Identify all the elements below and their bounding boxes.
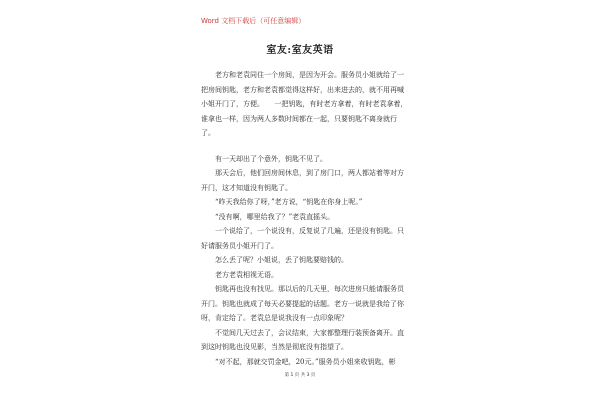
page-number-footer: 第 1 页 共 3 页 <box>284 373 316 378</box>
paragraph-7: 怎么丢了呢？小姐说，丢了钥匙要赔钱的。 <box>215 256 348 264</box>
paragraph-9: 钥匙再也没有找见。那以后的几天里，每次进房只能请服务员开门。钥匙也就成了每天必要提起的话题。老方一说就是我给了你呀，肯定给了。老袁总是说我没有一点印象呢？ <box>201 285 404 322</box>
paragraph-11: “对不起，那就交罚金吧，20元。”服务员小姐来收钥匙，彬 <box>215 357 396 366</box>
paragraph-10: 不觉间几天过去了，会议结束，大家都整理行装预备离开。直到这时钥匙也没见影，当然是彻底没有指望了。 <box>201 328 404 351</box>
paragraph-8: 老方老袁相视无语。 <box>215 270 278 279</box>
page-title: 室友:室友英语 <box>266 45 334 56</box>
document-body <box>201 68 409 369</box>
paragraph-4: “昨天我给你了呀，”老方说，“钥匙在你身上呢。” <box>215 198 363 206</box>
paragraph-6: 一个说给了，一个说没有，反复说了几遍，还是没有钥匙。只好请服务员小姐开门了。 <box>201 227 404 250</box>
paragraph-2: 有一天却出了个意外，钥匙不见了。 <box>215 154 327 163</box>
paragraph-3: 那天会后，他们回房间休息，到了房门口，两人都站着等对方开门，这才知道没有钥匙了。 <box>201 169 404 192</box>
paragraph-5: “没有啊，哪里给我了？”老袁直摇头。 <box>215 212 335 221</box>
paragraph-1: 老方和老袁同住一个房间，是因为开会。服务员小姐就给了一把房间钥匙，老方和老袁都觉得这样好，出来进去的，就不用再喊小姐开门了，方便。 一把钥匙，有时老方拿着，有时老袁拿着，谁拿也一样，因为两人多数时间都在一起，只要钥匙不离身就行了。 <box>201 71 408 137</box>
download-note: Word 文档下载后（可任意编辑） <box>201 17 306 25</box>
paragraph-gap <box>201 141 409 152</box>
